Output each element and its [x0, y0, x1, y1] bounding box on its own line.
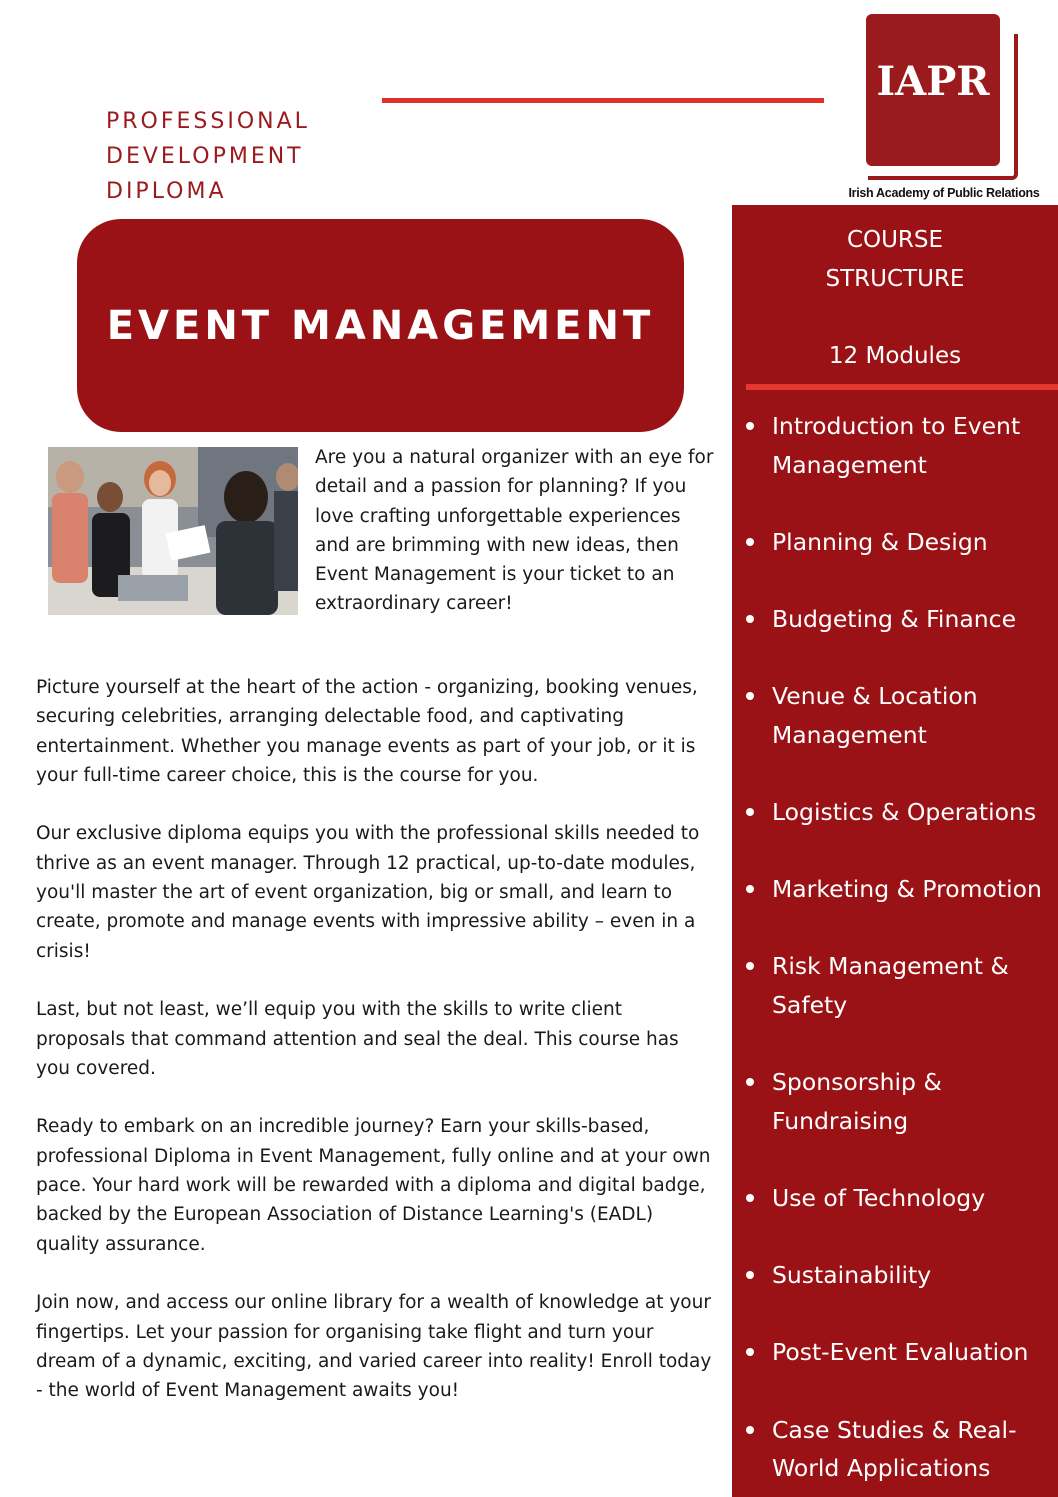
module-item: Sponsorship & Fundraising: [732, 1063, 1058, 1179]
program-type-label: [106, 104, 366, 209]
kicker-line-2: DEVELOPMENT: [106, 144, 304, 169]
body-paragraph-3: Last, but not least, we’ll equip you with the skills to write client proposals that command attention and seal the deal. This course has you covered.: [36, 999, 679, 1079]
body-paragraph-5: Join now, and access our online library for a wealth of knowledge at your fingertips. Let your passion for organising take flight and turn your dream of a dynamic, exciting, and varied career into reality! Enroll today - the world of Event Management awaits you!: [36, 1292, 712, 1402]
sidebar-heading-line-2: STRUCTURE: [825, 265, 965, 292]
module-item: Marketing & Promotion: [732, 870, 1058, 947]
module-list: [732, 407, 1058, 1491]
kicker-line-3: DIPLOMA: [106, 179, 227, 204]
module-item: Planning & Design: [732, 523, 1058, 600]
logo-mark: IAPR: [876, 58, 990, 105]
logo-caption: Irish Academy of Public Relations: [848, 186, 1040, 200]
event-team-photo: [48, 447, 298, 615]
module-item: Case Studies & Real-World Applications: [732, 1411, 1058, 1491]
header-divider: [382, 98, 824, 103]
kicker-line-1: PROFESSIONAL: [106, 109, 310, 134]
course-title: EVENT MANAGEMENT: [106, 302, 655, 349]
module-item: Venue & Location Management: [732, 677, 1058, 793]
body-paragraph-4: Ready to embark on an incredible journey? Earn your skills-based, professional Diploma in Event Management, fully online and at your own pace. Your hard work will be rewarded with a diploma and digital badge, backed by the European Association of Distance Learning's (EADL) quality assurance.: [36, 1116, 711, 1255]
course-title-banner: [77, 219, 684, 432]
module-item: Sustainability: [732, 1256, 1058, 1333]
module-item: Logistics & Operations: [732, 793, 1058, 870]
sidebar-heading-line-1: COURSE: [846, 227, 944, 253]
sidebar-divider: [746, 384, 1058, 390]
course-description: [36, 673, 712, 1435]
module-item: Post-Event Evaluation: [732, 1333, 1058, 1410]
event-team-photo-illustration: [48, 447, 298, 615]
course-structure-heading: [732, 221, 1058, 375]
course-structure-sidebar: [732, 205, 1058, 1497]
iapr-logo: [838, 12, 1050, 206]
heading-spacer: [732, 298, 1058, 337]
module-item: Risk Management & Safety: [732, 947, 1058, 1063]
module-count: 12 Modules: [828, 342, 962, 369]
module-item: Budgeting & Finance: [732, 600, 1058, 677]
body-paragraph-1: Picture yourself at the heart of the action - organizing, booking venues, securing celebrities, arranging delectable food, and captivating entertainment. Whether you manage events as part of your job, or it is your full-time career choice, this is the course for you.: [36, 677, 698, 786]
module-item: Introduction to Event Management: [732, 407, 1058, 523]
module-item: Use of Technology: [732, 1179, 1058, 1256]
intro-paragraph: Are you a natural organizer with an eye for detail and a passion for planning? If you love crafting unforgettable experiences and are brimming with new ideas, then Event Management is your ticket to an extraordinary career!: [315, 447, 714, 615]
body-paragraph-2: Our exclusive diploma equips you with the professional skills needed to thrive as an event manager. Through 12 practical, up-to-date modules, you'll master the art of event organization, big or small, and learn to create, promote and manage events with impressive ability – even in a crisis!: [36, 823, 700, 962]
